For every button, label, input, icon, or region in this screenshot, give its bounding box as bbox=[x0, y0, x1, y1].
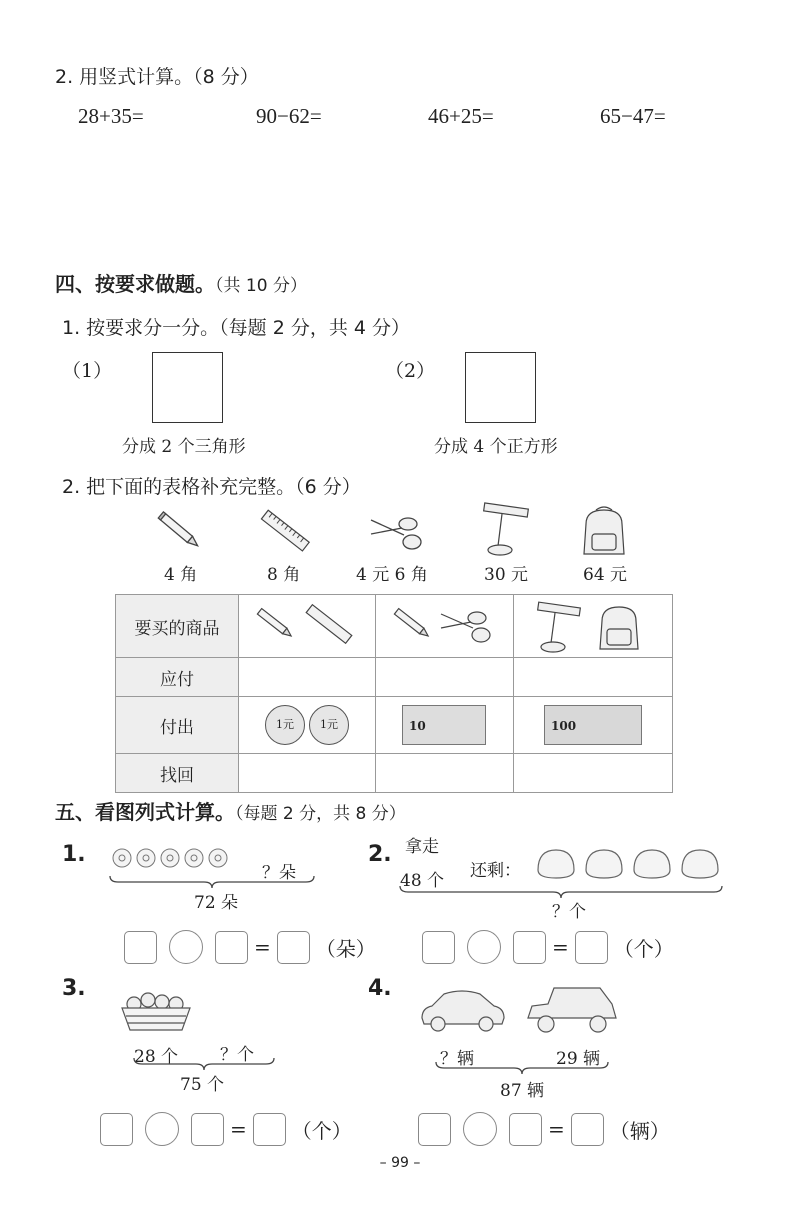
purchase-table bbox=[115, 594, 673, 793]
p2-taken: 48 个 bbox=[400, 871, 445, 891]
row-header-items: 要买的商品 bbox=[116, 595, 239, 658]
operator-circle[interactable] bbox=[463, 1112, 497, 1146]
scissors-icon bbox=[438, 605, 494, 647]
problem-3-number: 3. bbox=[62, 976, 86, 1001]
p3-unit: （个） bbox=[291, 1118, 352, 1143]
cell-paid-1 bbox=[239, 697, 376, 754]
p3-right: ？个 bbox=[220, 1045, 254, 1065]
answer-box[interactable] bbox=[422, 931, 455, 964]
section-5-heading: 五、看图列式计算。 bbox=[55, 800, 235, 824]
p1-equation-row: = （朵） bbox=[124, 930, 382, 964]
p2-equation-row: = （个） bbox=[422, 930, 680, 964]
p4-unit: （辆） bbox=[609, 1118, 670, 1143]
s4-q1-part2-caption: 分成 4 个正方形 bbox=[434, 437, 558, 457]
p2-unit: （个） bbox=[613, 936, 674, 961]
cell-payable-3[interactable] bbox=[514, 658, 673, 697]
one-yuan-coin: 1元 bbox=[309, 705, 349, 745]
cell-items-2 bbox=[376, 595, 514, 658]
table-row bbox=[116, 595, 673, 658]
problem-4-number: 4. bbox=[368, 976, 392, 1001]
section-4-title bbox=[55, 268, 307, 297]
p1-unit: （朵） bbox=[315, 936, 376, 961]
answer-box[interactable] bbox=[253, 1113, 286, 1146]
fruit-basket-icon bbox=[118, 990, 194, 1034]
flowers-icon bbox=[108, 842, 238, 876]
s4-q1-part2-label: （2） bbox=[385, 360, 436, 382]
pencil-icon bbox=[155, 508, 205, 554]
cell-change-2[interactable] bbox=[376, 754, 514, 793]
one-yuan-coin: 1元 bbox=[265, 705, 305, 745]
scissors-icon bbox=[368, 510, 426, 554]
s4-q1-part1-label: （1） bbox=[62, 360, 113, 382]
p1-total: 72 朵 bbox=[194, 893, 239, 913]
ten-yuan-banknote: 10 bbox=[402, 705, 486, 745]
cell-paid-2 bbox=[376, 697, 514, 754]
calc-item-4: 65−47= bbox=[600, 104, 666, 128]
cell-change-1[interactable] bbox=[239, 754, 376, 793]
operator-circle[interactable] bbox=[145, 1112, 179, 1146]
p2-take-label: 拿走 bbox=[405, 837, 439, 857]
backpack-icon bbox=[594, 601, 644, 653]
cell-payable-2[interactable] bbox=[376, 658, 514, 697]
answer-box[interactable] bbox=[509, 1113, 542, 1146]
row-header-change: 找回 bbox=[116, 754, 239, 793]
s4-q2-title: 2. 把下面的表格补充完整。（6 分） bbox=[62, 476, 361, 498]
section-5-score: （每题 2 分，共 8 分） bbox=[235, 804, 406, 824]
price-backpack: 64 元 bbox=[583, 565, 628, 585]
pencil-icon bbox=[253, 603, 297, 645]
price-pencil: 4 角 bbox=[164, 565, 198, 585]
answer-box[interactable] bbox=[124, 931, 157, 964]
price-ruler: 8 角 bbox=[267, 565, 301, 585]
p4-equation-row: = （辆） bbox=[418, 1112, 676, 1146]
brace-icon bbox=[434, 1060, 610, 1076]
row-header-payable: 应付 bbox=[116, 658, 239, 697]
desk-lamp-icon bbox=[480, 502, 532, 558]
answer-box[interactable] bbox=[277, 931, 310, 964]
price-scissors: 4 元 6 角 bbox=[356, 565, 428, 585]
calc-item-1: 28+35= bbox=[78, 104, 144, 128]
peaches-icon bbox=[532, 842, 726, 884]
answer-box[interactable] bbox=[100, 1113, 133, 1146]
section-4-score: （共 10 分） bbox=[215, 276, 307, 296]
cell-paid-3 bbox=[514, 697, 673, 754]
answer-box[interactable] bbox=[571, 1113, 604, 1146]
cell-payable-1[interactable] bbox=[239, 658, 376, 697]
section-4-heading: 四、按要求做题。 bbox=[55, 272, 215, 296]
answer-box[interactable] bbox=[575, 931, 608, 964]
operator-circle[interactable] bbox=[467, 930, 501, 964]
p2-remain-label: 还剩： bbox=[470, 861, 521, 881]
square-shape-2 bbox=[465, 352, 536, 423]
square-shape-1 bbox=[152, 352, 223, 423]
operator-circle[interactable] bbox=[169, 930, 203, 964]
p4-total: 87 辆 bbox=[500, 1081, 545, 1101]
q2-title: 2. 用竖式计算。（8 分） bbox=[55, 66, 259, 88]
price-lamp: 30 元 bbox=[484, 565, 529, 585]
desk-lamp-icon bbox=[534, 601, 584, 653]
p3-left: 28 个 bbox=[134, 1047, 179, 1067]
cell-change-3[interactable] bbox=[514, 754, 673, 793]
p4-right: 29 辆 bbox=[556, 1049, 601, 1069]
ruler-icon bbox=[258, 506, 312, 556]
s4-q1-part1-caption: 分成 2 个三角形 bbox=[122, 437, 246, 457]
answer-box[interactable] bbox=[215, 931, 248, 964]
calc-item-3: 46+25= bbox=[428, 104, 494, 128]
car-icon bbox=[418, 986, 506, 1034]
p2-unknown: ？个 bbox=[552, 902, 586, 922]
row-header-paid: 付出 bbox=[116, 697, 239, 754]
table-row bbox=[116, 658, 673, 697]
ruler-icon bbox=[303, 601, 355, 647]
p1-unknown: ？朵 bbox=[262, 863, 296, 883]
p4-left: ？辆 bbox=[440, 1049, 474, 1069]
section-5-title bbox=[55, 796, 406, 825]
vintage-car-icon bbox=[524, 982, 620, 1038]
calc-item-2: 90−62= bbox=[256, 104, 322, 128]
answer-box[interactable] bbox=[191, 1113, 224, 1146]
answer-box[interactable] bbox=[513, 931, 546, 964]
page-number: – 99 – bbox=[379, 1155, 421, 1171]
answer-box[interactable] bbox=[418, 1113, 451, 1146]
s4-q1-title: 1. 按要求分一分。（每题 2 分，共 4 分） bbox=[62, 317, 411, 339]
pencil-icon bbox=[390, 603, 434, 645]
p3-total: 75 个 bbox=[180, 1075, 225, 1095]
hundred-yuan-banknote: 100 bbox=[544, 705, 642, 745]
p3-equation-row: = （个） bbox=[100, 1112, 358, 1146]
table-row bbox=[116, 754, 673, 793]
backpack-icon bbox=[578, 504, 630, 558]
cell-items-3 bbox=[514, 595, 673, 658]
problem-1-number: 1. bbox=[62, 842, 86, 867]
cell-items-1 bbox=[239, 595, 376, 658]
table-row bbox=[116, 697, 673, 754]
problem-2-number: 2. bbox=[368, 842, 392, 867]
